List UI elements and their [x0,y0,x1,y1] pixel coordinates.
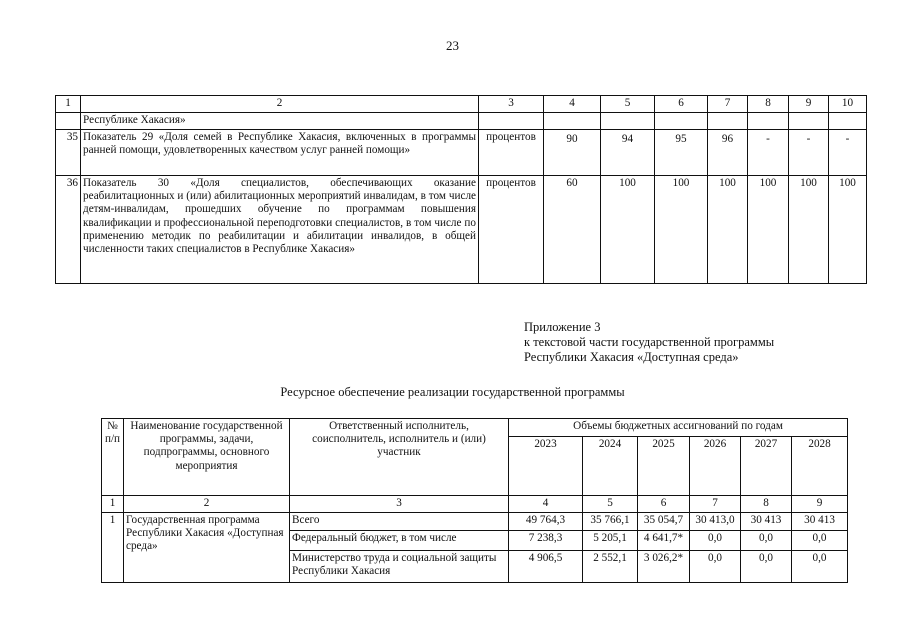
year-header: 2024 [583,437,638,496]
amount-cell: 0,0 [792,531,848,551]
value-cell [601,113,655,130]
column-number-row [102,496,848,513]
resource-table [101,418,848,583]
value-cell [655,113,708,130]
value-cell: 60 [544,176,601,284]
amount-cell: 4 641,7* [638,531,690,551]
table-row [102,513,848,531]
resource-table-title: Ресурсное обеспечение реализации государственной программы [280,385,625,399]
row-number: 36 [56,176,81,284]
table-row [56,176,867,284]
amount-cell: 0,0 [690,551,741,583]
amount-cell: 3 026,2* [638,551,690,583]
value-cell [544,113,601,130]
year-header: 2028 [792,437,848,496]
year-header: 2023 [509,437,583,496]
header-program-name: Наименование государственной программы, задачи, подпрограммы, основного мероприятия [124,419,290,496]
amount-cell: 0,0 [690,531,741,551]
column-number: 9 [792,496,848,513]
column-number: 4 [544,96,601,113]
table-row [56,113,867,130]
value-cell: 100 [601,176,655,284]
unit-cell: процентов [479,130,544,176]
column-number: 6 [655,96,708,113]
appendix-line: Республики Хакасия «Доступная среда» [524,350,739,364]
value-cell: 100 [829,176,867,284]
unit-cell [479,113,544,130]
program-name: Государственная программа Республики Хакасия «Доступная среда» [124,513,290,583]
value-cell: 96 [708,130,748,176]
amount-cell: 7 238,3 [509,531,583,551]
amount-cell: 0,0 [741,551,792,583]
value-cell: 95 [655,130,708,176]
column-number: 1 [102,496,124,513]
appendix-line: Приложение 3 [524,320,601,334]
amount-cell: 5 205,1 [583,531,638,551]
funding-source: Всего [290,513,509,531]
unit-cell: процентов [479,176,544,284]
year-header: 2026 [690,437,741,496]
table-row [56,130,867,176]
value-cell: 90 [544,130,601,176]
amount-cell: 4 906,5 [509,551,583,583]
indicator-name: Показатель 29 «Доля семей в Республике Хакасия, включенных в программы ранней помощи, удовлетворенных качеством услуг ранней помощи» [81,130,479,176]
column-number: 5 [583,496,638,513]
value-cell: - [829,130,867,176]
column-number: 9 [789,96,829,113]
value-cell: - [789,130,829,176]
value-cell: 94 [601,130,655,176]
column-number: 1 [56,96,81,113]
year-header: 2027 [741,437,792,496]
amount-cell: 0,0 [792,551,848,583]
amount-cell: 30 413 [741,513,792,531]
appendix-line: к текстовой части государственной программы [524,335,775,349]
amount-cell: 30 413 [792,513,848,531]
amount-cell: 2 552,1 [583,551,638,583]
indicator-name: Показатель 30 «Доля специалистов, обеспечивающих оказание реабилитационных и (или) абилитационных мероприятий инвалидам, в том числе детям-инвалидам, прошедших обучение по программам повышения квалификации и профессиональной переподготовки специалистов, в том числе по применению методик по реабилитации и абилитации инвалидов, в общей численности таких специалистов в Республике Хакасия» [81,176,479,284]
value-cell [748,113,789,130]
value-cell [789,113,829,130]
header-executor: Ответственный исполнитель, соисполнитель, исполнитель и (или) участник [290,419,509,496]
table-header-row [56,96,867,113]
column-number: 8 [748,96,789,113]
row-number [56,113,81,130]
value-cell: 100 [789,176,829,284]
column-number: 8 [741,496,792,513]
table-header-row [102,419,848,437]
column-number: 5 [601,96,655,113]
header-num: № п/п [102,419,124,496]
program-number: 1 [102,513,124,583]
column-number: 6 [638,496,690,513]
funding-source: Федеральный бюджет, в том числе [290,531,509,551]
amount-cell: 49 764,3 [509,513,583,531]
value-cell [829,113,867,130]
column-number: 7 [708,96,748,113]
year-header: 2025 [638,437,690,496]
value-cell: 100 [655,176,708,284]
value-cell: 100 [708,176,748,284]
row-number: 35 [56,130,81,176]
value-cell: - [748,130,789,176]
column-number: 3 [290,496,509,513]
value-cell: 100 [748,176,789,284]
value-cell [708,113,748,130]
column-number: 4 [509,496,583,513]
indicator-name: Республике Хакасия» [81,113,479,130]
funding-source: Министерство труда и социальной защиты Республики Хакасия [290,551,509,583]
column-number: 2 [81,96,479,113]
column-number: 7 [690,496,741,513]
page-number: 23 [446,38,459,53]
column-number: 10 [829,96,867,113]
amount-cell: 35 054,7 [638,513,690,531]
column-number: 3 [479,96,544,113]
header-budget: Объемы бюджетных ассигнований по годам [509,419,848,437]
indicators-table [55,95,867,284]
column-number: 2 [124,496,290,513]
amount-cell: 35 766,1 [583,513,638,531]
amount-cell: 0,0 [741,531,792,551]
amount-cell: 30 413,0 [690,513,741,531]
appendix-caption [524,320,774,365]
